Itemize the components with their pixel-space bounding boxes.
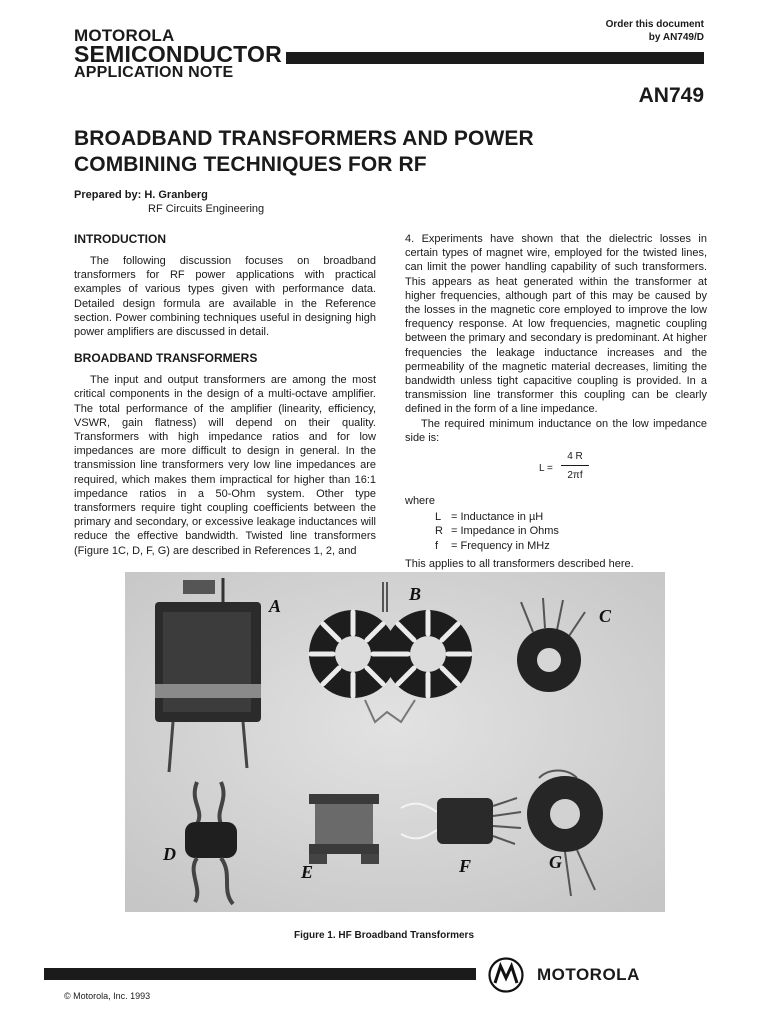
intro-heading: INTRODUCTION bbox=[74, 232, 166, 246]
author-label: Prepared by: bbox=[74, 189, 142, 201]
where-label: where bbox=[405, 495, 435, 508]
right-column bbox=[405, 232, 707, 571]
author-dept: RF Circuits Engineering bbox=[148, 203, 265, 215]
left-column bbox=[74, 232, 376, 558]
formula-denominator: 2πf bbox=[567, 470, 583, 482]
figure-caption: Figure 1. HF Broadband Transformers bbox=[293, 930, 475, 941]
transformer-photo-drawing bbox=[125, 572, 665, 912]
definition-text: = Frequency in MHz bbox=[451, 539, 550, 552]
page-title bbox=[74, 126, 534, 178]
photo-label-e: E bbox=[301, 862, 314, 882]
variable-definitions bbox=[405, 510, 707, 553]
definition-row bbox=[405, 539, 707, 553]
brand-name: MOTOROLA bbox=[74, 26, 175, 45]
photo-label-b: B bbox=[409, 584, 422, 604]
photo-label-f: F bbox=[459, 856, 472, 876]
photo-label-d: D bbox=[163, 844, 176, 864]
order-info bbox=[606, 19, 704, 44]
photo-label-a: A bbox=[269, 596, 282, 616]
right-paragraph-1: 4. Experiments have shown that the dielectric losses in certain types of magnet wire, employed for the twisted lines, can limit the power handling capability of such transformers. This appears as heat generated within the transformer at higher frequencies, although part of this may be caused by the losses in the magnetic core employed to improve the low frequency response. At low frequencies, magnetic coupling between the primary and secondary is predominant. At higher frequencies the leakage inductance increases and the permeability of the magnetic material decreases, limiting the bandwidth unless tight capacitive coupling is provided. In a transmission line transformer this coupling can be clearly defined in the form of a line impedance. bbox=[405, 233, 707, 416]
definition-symbol: R bbox=[435, 525, 443, 538]
definition-row bbox=[405, 524, 707, 538]
author-block bbox=[74, 188, 265, 215]
transformer-photo bbox=[125, 572, 665, 912]
formula-lhs: L = bbox=[539, 463, 553, 475]
intro-paragraph: The following discussion focuses on broadband transformers for RF power applications with practical examples of various types given with performance data. Detailed design formula are available in the Reference section. Power combining techniques useful in designing high power amplifiers are discussed in detail. bbox=[74, 255, 376, 339]
copyright-notice: © Motorola, Inc. 1993 bbox=[64, 991, 151, 1001]
order-line-2: by AN749/D bbox=[648, 31, 704, 43]
title-line-1: BROADBAND TRANSFORMERS AND POWER bbox=[74, 127, 534, 150]
footer-rule bbox=[44, 968, 476, 980]
inductance-formula bbox=[405, 448, 707, 488]
author-name: H. Granberg bbox=[144, 189, 208, 201]
header-rule bbox=[286, 52, 704, 64]
division-name: SEMICONDUCTOR bbox=[74, 41, 282, 67]
definition-text: = Inductance in µH bbox=[451, 511, 544, 524]
broadband-paragraph: The input and output transformers are among the most critical components in the design of a multi-octave amplifier. The total performance of the amplifier (linearity, efficiency, VSWR, gain flatness) will depend on their quality. Transformers with high impedance ratios and for low impedances are more difficult to design in general. In the transmission line transformers very low line impedances are required, which makes them impractical for higher than 16:1 impedance ratios in a 50-Ohm system. Other type transformers require tight coupling coefficients between the primary and secondary, or excessive leakage inductances will reduce the effective bandwidth. Twisted line transformers (Figure 1C, D, F, G) are described in References 1, 2, and bbox=[74, 374, 376, 557]
photo-label-g: G bbox=[549, 852, 562, 872]
transformer-e bbox=[309, 794, 379, 864]
photo-label-c: C bbox=[599, 606, 612, 626]
footer-brand: MOTOROLA bbox=[537, 965, 640, 984]
doc-type: APPLICATION NOTE bbox=[74, 64, 234, 81]
formula-fraction-bar bbox=[561, 465, 589, 466]
title-line-2: COMBINING TECHNIQUES FOR RF bbox=[74, 153, 427, 176]
definition-row bbox=[405, 510, 707, 524]
definition-symbol: L bbox=[435, 511, 442, 524]
definition-symbol: f bbox=[435, 539, 439, 552]
order-line-1: Order this document bbox=[605, 19, 704, 30]
doc-number: AN749 bbox=[638, 84, 704, 107]
closing-sentence: This applies to all transformers described here. bbox=[405, 557, 634, 570]
formula-numerator: 4 R bbox=[567, 451, 583, 463]
right-paragraph-2: The required minimum inductance on the low impedance side is: bbox=[405, 417, 707, 444]
broadband-heading: BROADBAND TRANSFORMERS bbox=[74, 351, 258, 366]
definition-text: = Impedance in Ohms bbox=[451, 525, 559, 538]
motorola-logo-icon bbox=[488, 957, 524, 993]
